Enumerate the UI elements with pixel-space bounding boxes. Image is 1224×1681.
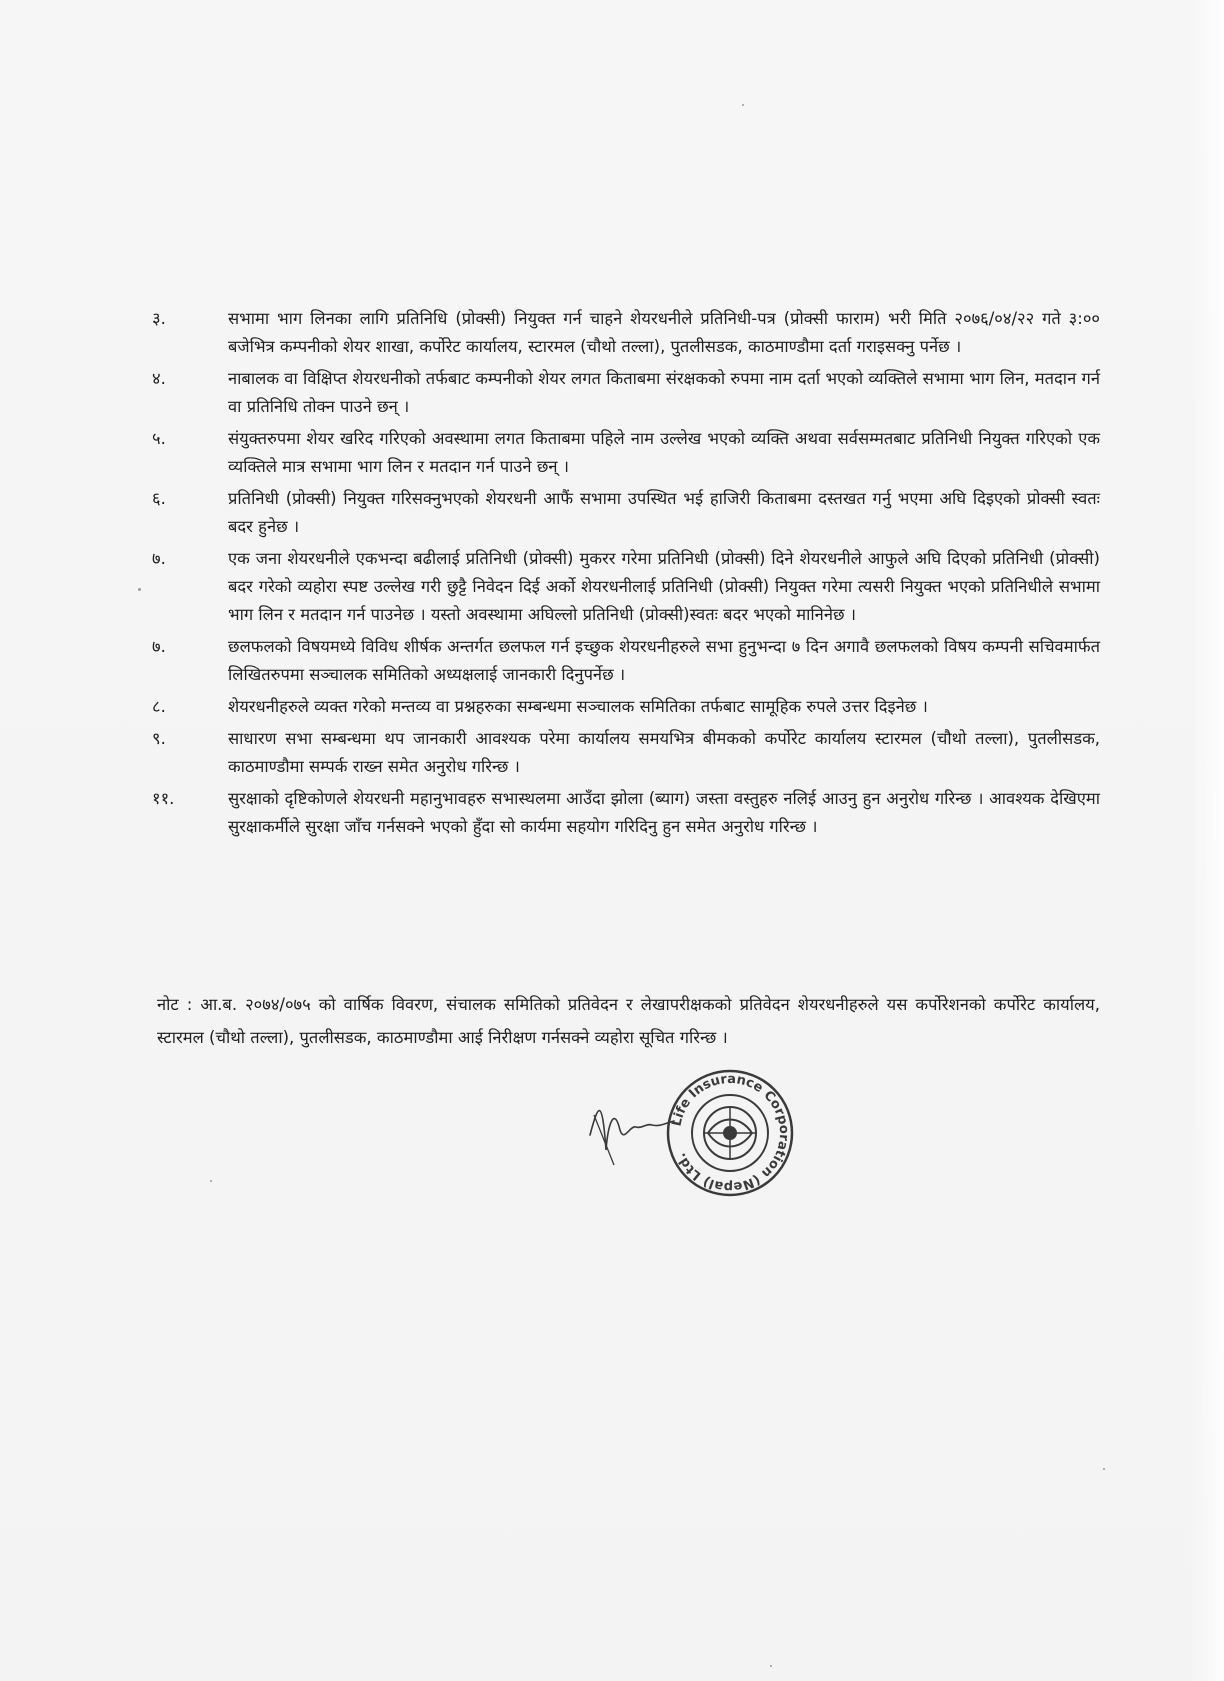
item-text: शेयरधनीहरुले व्यक्त गरेको मन्तव्य वा प्रश्नहरुका सम्बन्धमा सञ्चालक समितिका तर्फबाट सामूहिक रुपले उत्तर दिइनेछ । <box>228 697 928 716</box>
item-number: ४. <box>152 369 166 388</box>
item-text: सभामा भाग लिनका लागि प्रतिनिधि (प्रोक्सी) नियुक्त गर्न चाहने शेयरधनीले प्रतिनिधी-पत्र (प्रोक्सी फाराम) भरी मिति २०७६/०४/२२ गते ३:०० बजेभित्र कम्पनीको शेयर शाखा, कर्पोरेट कार्यालय, स्टारमल (चौथो तल्ला), पुतलीसडक, काठमाण्डौमा दर्ता गराइसक्नु पर्नेछ । <box>228 309 1100 356</box>
seal-graphic <box>580 1055 800 1205</box>
seal-text: Life Insurance Corporation (Nepal) Ltd. <box>669 1071 792 1195</box>
scan-speck <box>742 104 744 106</box>
scan-speck <box>1103 1468 1105 1470</box>
scan-speck <box>138 588 141 591</box>
list-item <box>150 693 1100 721</box>
item-number: ५. <box>152 429 166 448</box>
item-text: एक जना शेयरधनीले एकभन्दा बढीलाई प्रतिनिधी (प्रोक्सी) मुकरर गरेमा प्रतिनिधी (प्रोक्सी) दिने शेयरधनीले आफुले अघि दिएको प्रतिनिधी (प्रोक्सी) बदर गरेको व्यहोरा स्पष्ट उल्लेख गरी छुट्टै निवेदन दिई अर्को शेयरधनीलाई प्रतिनिधी (प्रोक्सी) नियुक्त गरेमा त्यसरी नियुक्त भएको प्रतिनिधीले सभामा भाग लिन र मतदान गर्न पाउनेछ । यस्तो अवस्थामा अघिल्लो प्रतिनिधी (प्रोक्सी)स्वतः बदर भएको मानिनेछ । <box>228 549 1100 624</box>
item-number: ३. <box>152 309 166 328</box>
list-item <box>150 425 1100 481</box>
list-item <box>150 785 1100 841</box>
note-paragraph: नोट : आ.ब. २०७४/०७५ को वार्षिक विवरण, संचालक समितिको प्रतिवेदन र लेखापरीक्षकको प्रतिवेदन शेयरधनीहरुले यस कर्पोरेशनको कर्पोरेट कार्यालय, स्टारमल (चौथो तल्ला), पुतलीसडक, काठमाण्डौमा आई निरीक्षण गर्नसक्ने व्यहोरा सूचित गरिन्छ । <box>157 995 1100 1047</box>
item-text: सुरक्षाको दृष्टिकोणले शेयरधनी महानुभावहरु सभास्थलमा आउँदा झोला (ब्याग) जस्ता वस्तुहरु नलिई आउनु हुन अनुरोध गरिन्छ । आवश्यक देखिएमा सुरक्षाकर्मीले सुरक्षा जाँच गर्नसक्ने भएको हुँदा सो कार्यमा सहयोग गरिदिनु हुन समेत अनुरोध गरिन्छ । <box>228 789 1100 836</box>
instruction-list <box>150 305 1100 845</box>
scan-edge <box>1190 0 1224 1681</box>
item-number: ६. <box>152 489 166 508</box>
list-item <box>150 545 1100 629</box>
item-text: प्रतिनिधी (प्रोक्सी) नियुक्त गरिसक्नुभएको शेयरधनी आफैं सभामा उपस्थित भई हाजिरी किताबमा दस्तखत गर्नु भएमा अघि दिइएको प्रोक्सी स्वतः बदर हुनेछ । <box>228 489 1100 536</box>
item-text: संयुक्तरुपमा शेयर खरिद गरिएको अवस्थामा लगत किताबमा पहिले नाम उल्लेख भएको व्यक्ति अथवा सर्वसम्मतबाट प्रतिनिधी नियुक्त गरिएको एक व्यक्तिले मात्र सभामा भाग लिन र मतदान गर्न पाउने छन् । <box>228 429 1100 476</box>
seal-emblem <box>723 1126 737 1140</box>
item-text: नाबालक वा विक्षिप्त शेयरधनीको तर्फबाट कम्पनीको शेयर लगत किताबमा संरक्षकको रुपमा नाम दर्ता भएको व्यक्तिले सभामा भाग लिन, मतदान गर्न वा प्रतिनिधि तोक्न पाउने छन् । <box>228 369 1100 416</box>
scan-speck <box>210 1180 212 1182</box>
item-text: छलफलको विषयमध्ये विविध शीर्षक अन्तर्गत छलफल गर्न इच्छुक शेयरधनीहरुले सभा हुनुभन्दा ७ दिन अगावै छलफलको विषय कम्पनी सचिवमार्फत लिखितरुपमा सञ्चालक समितिको अध्यक्षलाई जानकारी दिनुपर्नेछ । <box>228 637 1100 684</box>
list-item <box>150 485 1100 541</box>
item-number: ७. <box>152 637 166 656</box>
list-item <box>150 365 1100 421</box>
scan-speck <box>770 1665 772 1667</box>
signature-and-seal <box>580 1055 800 1205</box>
list-item <box>150 633 1100 689</box>
signature-stroke <box>590 1111 674 1150</box>
list-item <box>150 725 1100 781</box>
list-item <box>150 305 1100 361</box>
item-number: ११. <box>152 789 175 808</box>
item-number: ८. <box>152 697 166 716</box>
item-text: साधारण सभा सम्बन्धमा थप जानकारी आवश्यक परेमा कार्यालय समयभित्र बीमकको कर्पोरेट कार्यालय स्टारमल (चौथो तल्ला), पुतलीसडक, काठमाण्डौमा सम्पर्क राख्न समेत अनुरोध गरिन्छ । <box>228 729 1100 776</box>
item-number: ९. <box>152 729 166 748</box>
item-number: ७. <box>152 549 166 568</box>
